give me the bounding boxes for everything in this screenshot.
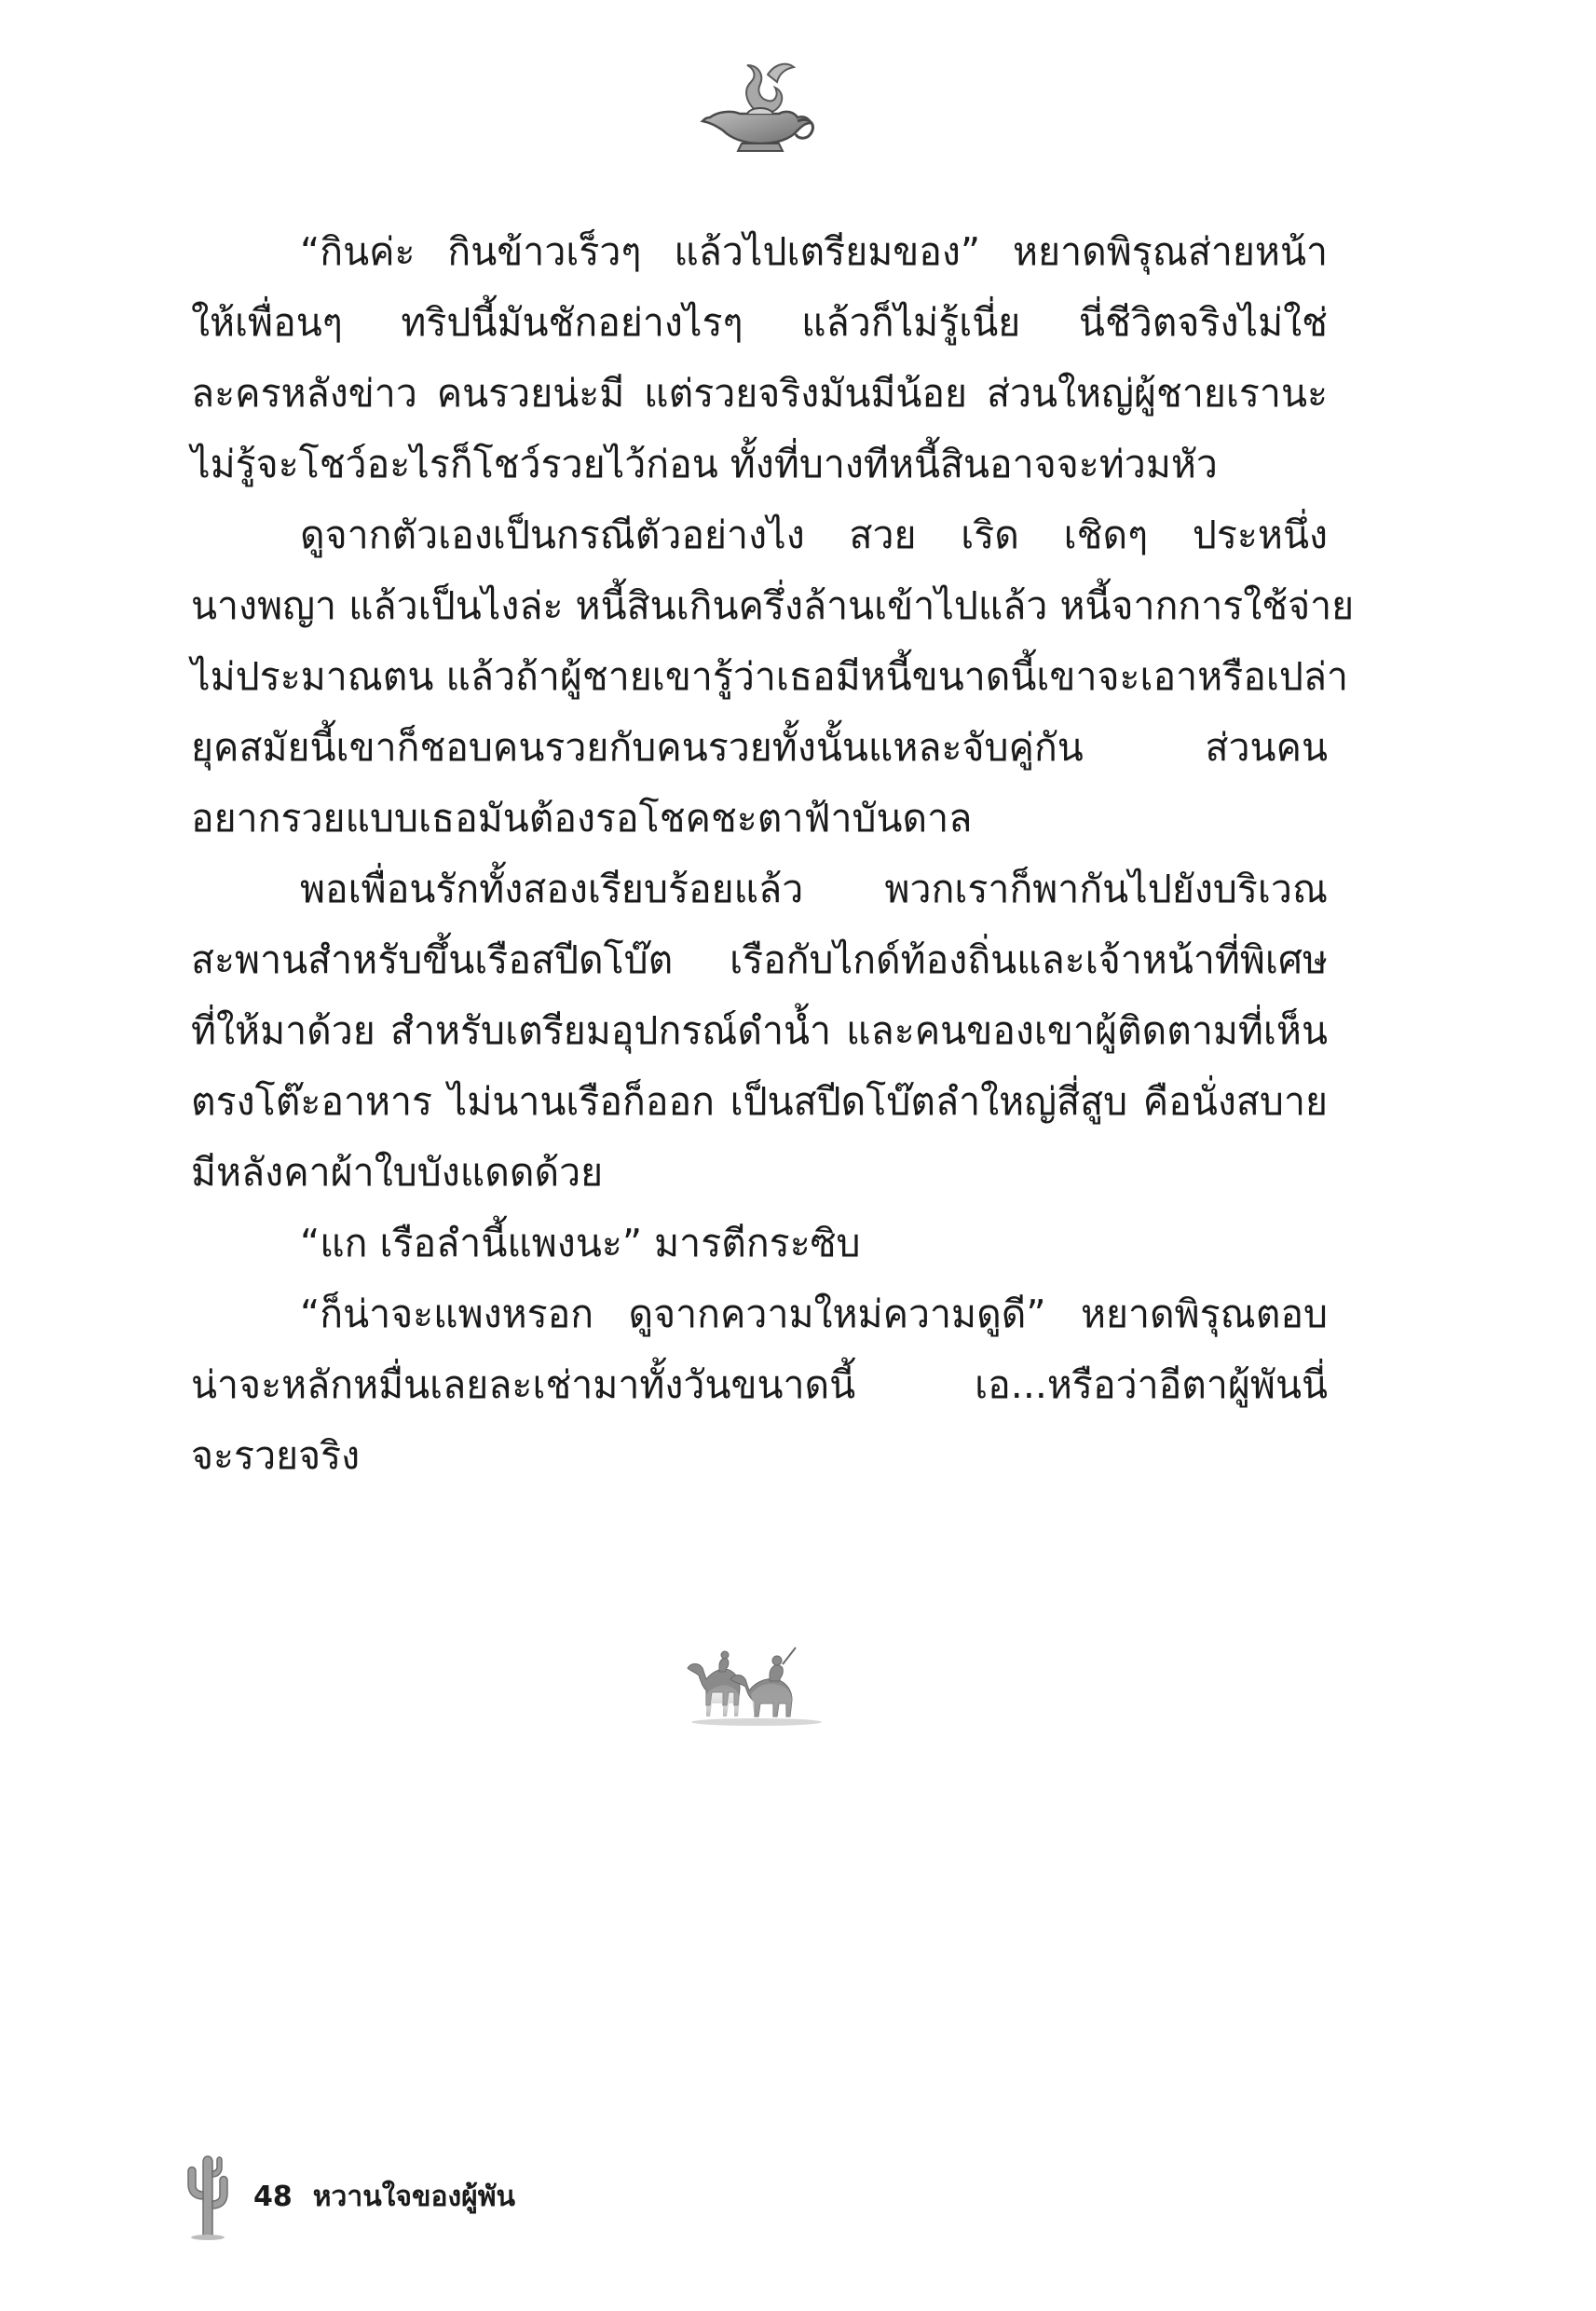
- camel-caravan-icon: [678, 1631, 837, 1780]
- text-line: ที่ให้มาด้วย สำหรับเตรียมอุปกรณ์ดำน้ำ และคนของเขาผู้ติดตามที่เห็น: [191, 1008, 1328, 1053]
- text-line: อยากรวยแบบเธอมันต้องรอโชคชะตาฟ้าบันดาล: [191, 796, 973, 841]
- text-line: “แก เรือลำนี้แพงนะ” มารตีกระซิบ: [300, 1221, 861, 1265]
- body-text: [191, 216, 1355, 1491]
- text-line: นางพญา แล้วเป็นไงล่ะ หนี้สินเกินครึ่งล้านเข้าไปแล้ว หนี้จากการใช้จ่าย: [191, 583, 1355, 628]
- text-line: สะพานสำหรับขึ้นเรือสปีดโบ๊ต เรือกับไกด์ท้องถิ่นและเจ้าหน้าที่พิเศษ: [191, 937, 1328, 982]
- footer-text: [253, 2179, 515, 2216]
- text-line: ไม่ประมาณตน แล้วถ้าผู้ชายเขารู้ว่าเธอมีหนี้ขนาดนี้เขาจะเอาหรือเปล่า: [191, 654, 1349, 699]
- genie-lamp-icon: [689, 56, 820, 158]
- cactus-icon: [177, 2143, 238, 2241]
- text-line: ไม่รู้จะโชว์อะไรก็โชว์รวยไว้ก่อน ทั้งที่บางทีหนี้สินอาจจะท่วมหัว: [191, 442, 1218, 486]
- text-line: ยุคสมัยนี้เขาก็ชอบคนรวยกับคนรวยทั้งนั้นแหละจับคู่กัน ส่วนคน: [191, 725, 1328, 770]
- text-line: “กินค่ะ กินข้าวเร็วๆ แล้วไปเตรียมของ” หยาดพิรุณส่ายหน้า: [300, 229, 1328, 274]
- text-line: มีหลังคาผ้าใบบังแดดด้วย: [191, 1150, 604, 1195]
- text-line: น่าจะหลักหมื่นเลยละเช่ามาทั้งวันขนาดนี้ เอ...หรือว่าอีตาผู้พันนี่: [191, 1362, 1328, 1407]
- text-line: จะรวยจริง: [191, 1433, 361, 1478]
- text-line: ละครหลังข่าว คนรวยน่ะมี แต่รวยจริงมันมีน้อย ส่วนใหญ่ผู้ชายเรานะ: [191, 371, 1328, 416]
- text-line: ดูจากตัวเองเป็นกรณีตัวอย่างไง สวย เริด เชิดๆ ประหนึ่ง: [300, 513, 1328, 557]
- text-line: ให้เพื่อนๆ ทริปนี้มันชักอย่างไรๆ แล้วก็ไม่รู้เนี่ย นี่ชีวิตจริงไม่ใช่: [191, 300, 1328, 345]
- page-footer: [177, 2143, 736, 2246]
- text-line: พอเพื่อนรักทั้งสองเรียบร้อยแล้ว พวกเราก็พากันไปยังบริเวณ: [300, 867, 1328, 911]
- text-line: “ก็น่าจะแพงหรอก ดูจากความใหม่ความดูดี” หยาดพิรุณตอบ: [300, 1292, 1328, 1336]
- book-title: หวานใจของผู้พัน: [312, 2181, 515, 2213]
- page-number: 48: [253, 2181, 293, 2213]
- text-line: ตรงโต๊ะอาหาร ไม่นานเรือก็ออก เป็นสปีดโบ๊ตลำใหญ่สี่สูบ คือนั่งสบาย: [191, 1079, 1328, 1124]
